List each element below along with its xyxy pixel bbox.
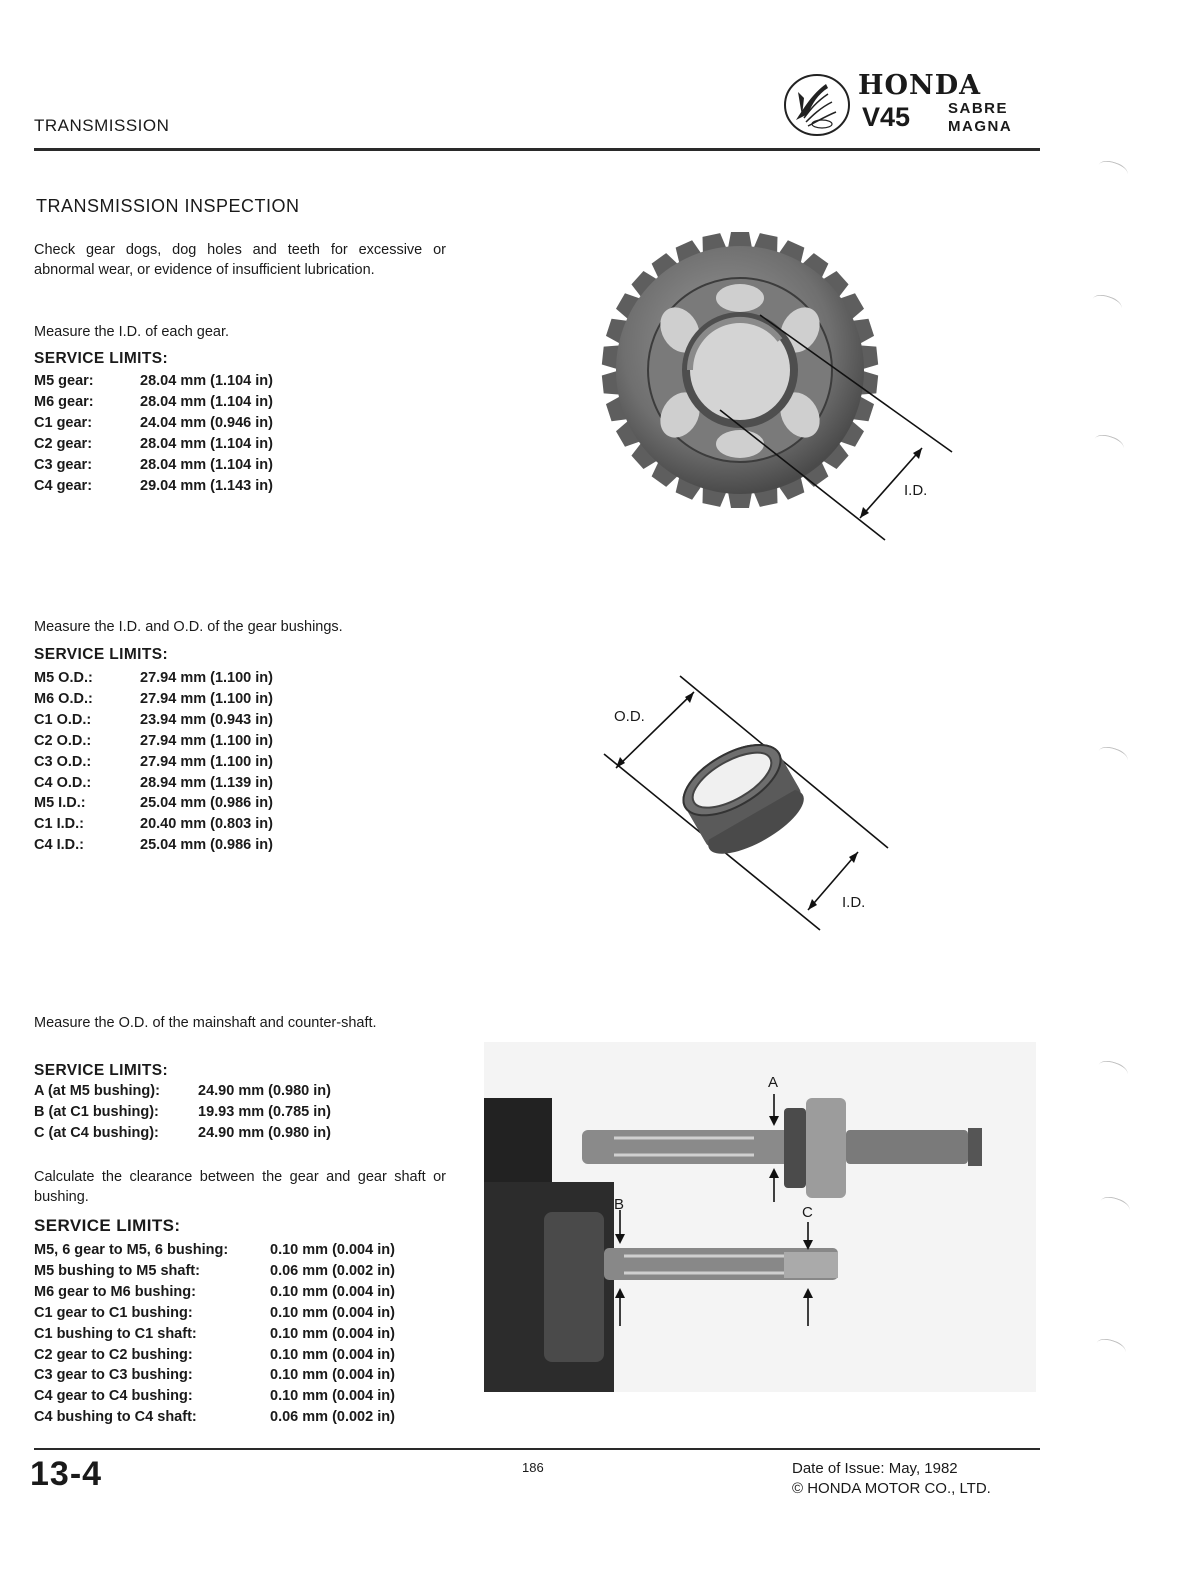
page-code: 13-4 [30, 1455, 103, 1493]
spec-row [34, 731, 273, 752]
spec-row [34, 1261, 395, 1282]
gear-illustration [580, 210, 980, 550]
spec-row [34, 392, 273, 413]
spec-row [34, 1123, 331, 1144]
bushings-instruction: Measure the I.D. and O.D. of the gear bushings. [34, 619, 343, 635]
clearance-limits-label: SERVICE LIMITS: [34, 1216, 181, 1235]
spec-row [34, 773, 273, 794]
spec-row [34, 1303, 395, 1324]
spec-row [34, 434, 273, 455]
honda-wing-icon [782, 72, 852, 138]
spec-row [34, 1081, 331, 1102]
shaft-illustration [484, 1042, 1036, 1392]
spec-value: 0.10 mm (0.004 in) [270, 1346, 395, 1363]
spec-name: C1 I.D.: [34, 816, 84, 833]
spec-name: C4 bushing to C4 shaft: [34, 1409, 197, 1426]
spec-name: M5 bushing to M5 shaft: [34, 1262, 200, 1279]
spec-value: 0.10 mm (0.004 in) [270, 1242, 395, 1258]
spec-row [34, 752, 273, 773]
spec-value: 28.04 mm (1.104 in) [140, 393, 273, 410]
spec-value: 25.04 mm (0.986 in) [140, 837, 273, 854]
spec-name: B (at C1 bushing): [34, 1103, 159, 1120]
spec-name: C1 O.D.: [34, 711, 92, 728]
spec-name: M5 gear: [34, 373, 94, 389]
spec-value: 24.90 mm (0.980 in) [198, 1083, 331, 1099]
spec-name: C3 gear: [34, 456, 93, 473]
spec-value: 0.10 mm (0.004 in) [270, 1367, 395, 1384]
gear-figure [580, 210, 980, 550]
shaft-label-a: A [768, 1074, 779, 1091]
footer-rule [34, 1448, 1040, 1450]
spec-value: 0.10 mm (0.004 in) [270, 1283, 395, 1300]
spec-name: M5 O.D.: [34, 670, 93, 686]
shaft-label-b: B [614, 1196, 625, 1213]
spec-row [34, 1345, 395, 1366]
spec-name: C1 bushing to C1 shaft: [34, 1325, 197, 1342]
spec-value: 0.10 mm (0.004 in) [270, 1304, 395, 1321]
spec-value: 23.94 mm (0.943 in) [140, 711, 273, 728]
footer-issue [792, 1459, 991, 1499]
spec-row [34, 710, 273, 731]
bushings-limits-label: SERVICE LIMITS: [34, 646, 169, 663]
gear-id-label: I.D. [904, 482, 928, 499]
spec-value: 24.90 mm (0.980 in) [198, 1124, 331, 1141]
spec-value: 29.04 mm (1.143 in) [140, 477, 273, 494]
spec-name: C4 gear to C4 bushing: [34, 1388, 193, 1405]
header-rule [34, 148, 1040, 151]
brand-name: HONDA [858, 70, 982, 101]
scan-mark [1092, 432, 1125, 456]
honda-logo [782, 72, 852, 138]
spec-value: 0.10 mm (0.004 in) [270, 1388, 395, 1405]
scan-mark [1098, 1194, 1131, 1218]
shafts-limits-label: SERVICE LIMITS: [34, 1062, 169, 1079]
scan-mark [1096, 158, 1129, 182]
model-variant-magna: MAGNA [948, 118, 1013, 135]
bushing-id-label: I.D. [842, 894, 866, 911]
spec-name: C3 O.D.: [34, 753, 92, 770]
scan-mark [1096, 744, 1129, 768]
spec-name: C4 I.D.: [34, 837, 84, 854]
spec-name: C2 gear to C2 bushing: [34, 1346, 193, 1363]
spec-value: 28.04 mm (1.104 in) [140, 456, 273, 473]
shafts-instruction: Measure the O.D. of the mainshaft and counter-shaft. [34, 1015, 377, 1031]
shaft-label-c: C [802, 1204, 813, 1221]
spec-row [34, 1324, 395, 1345]
spec-name: C2 O.D.: [34, 732, 92, 749]
spec-value: 27.94 mm (1.100 in) [140, 732, 273, 749]
spec-name: M6 gear: [34, 393, 94, 410]
spec-value: 27.94 mm (1.100 in) [140, 670, 273, 686]
spec-name: A (at M5 bushing): [34, 1083, 160, 1099]
scan-mark [1094, 1336, 1127, 1360]
spec-row [34, 1365, 395, 1386]
spec-value: 0.06 mm (0.002 in) [270, 1409, 395, 1426]
issue-date: Date of Issue: May, 1982 [792, 1460, 958, 1477]
spec-row [34, 1282, 395, 1303]
spec-value: 28.04 mm (1.104 in) [140, 435, 273, 452]
spec-value: 25.04 mm (0.986 in) [140, 795, 273, 812]
bushing-od-label: O.D. [614, 708, 645, 725]
spec-value: 20.40 mm (0.803 in) [140, 816, 273, 833]
spec-value: 19.93 mm (0.785 in) [198, 1103, 331, 1120]
spec-row [34, 1240, 395, 1261]
shaft-photo [484, 1042, 1036, 1392]
spec-row [34, 1102, 331, 1123]
spec-row [34, 668, 273, 689]
spec-value: 27.94 mm (1.100 in) [140, 690, 273, 707]
copyright: © HONDA MOTOR CO., LTD. [792, 1480, 991, 1497]
spec-value: 0.10 mm (0.004 in) [270, 1325, 395, 1342]
scan-mark [1090, 292, 1123, 316]
spec-row [34, 455, 273, 476]
spec-name: M6 O.D.: [34, 690, 93, 707]
spec-row [34, 371, 273, 392]
spec-value: 27.94 mm (1.100 in) [140, 753, 273, 770]
inspection-title: TRANSMISSION INSPECTION [36, 196, 300, 216]
gears-limits-label: SERVICE LIMITS: [34, 350, 169, 367]
gears-limits-table [34, 371, 273, 496]
spec-name: C2 gear: [34, 435, 93, 452]
spec-row [34, 793, 273, 814]
bushings-limits-table [34, 668, 273, 856]
spec-name: C4 O.D.: [34, 774, 92, 791]
spec-row [34, 1386, 395, 1407]
spec-name: C1 gear: [34, 414, 93, 431]
spec-name: C (at C4 bushing): [34, 1124, 159, 1141]
scan-mark [1096, 1058, 1129, 1082]
shafts-limits-table [34, 1081, 331, 1144]
spec-row [34, 814, 273, 835]
clearance-limits-table [34, 1240, 395, 1428]
page-number: 186 [522, 1460, 544, 1475]
spec-value: 28.04 mm (1.104 in) [140, 373, 273, 389]
spec-row [34, 689, 273, 710]
clearance-instruction: Calculate the clearance between the gear and gear shaft or bushing. [34, 1169, 446, 1205]
section-title: TRANSMISSION [34, 116, 170, 135]
spec-row [34, 476, 273, 497]
spec-row [34, 413, 273, 434]
model-name: V45 [862, 102, 911, 132]
spec-name: M5, 6 gear to M5, 6 bushing: [34, 1242, 229, 1258]
spec-row [34, 835, 273, 856]
spec-value: 28.94 mm (1.139 in) [140, 774, 273, 791]
spec-row [34, 1407, 395, 1428]
model-variant-sabre: SABRE [948, 100, 1009, 117]
spec-name: C3 gear to C3 bushing: [34, 1367, 193, 1384]
spec-name: M6 gear to M6 bushing: [34, 1283, 196, 1300]
inspection-intro: Check gear dogs, dog holes and teeth for excessive or abnormal wear, or evidence of insufficient lubrication. [34, 242, 446, 278]
spec-name: C1 gear to C1 bushing: [34, 1304, 193, 1321]
gears-instruction: Measure the I.D. of each gear. [34, 324, 230, 340]
spec-value: 24.04 mm (0.946 in) [140, 414, 273, 431]
spec-name: C4 gear: [34, 477, 93, 494]
spec-value: 0.06 mm (0.002 in) [270, 1262, 395, 1279]
spec-name: M5 I.D.: [34, 795, 86, 812]
